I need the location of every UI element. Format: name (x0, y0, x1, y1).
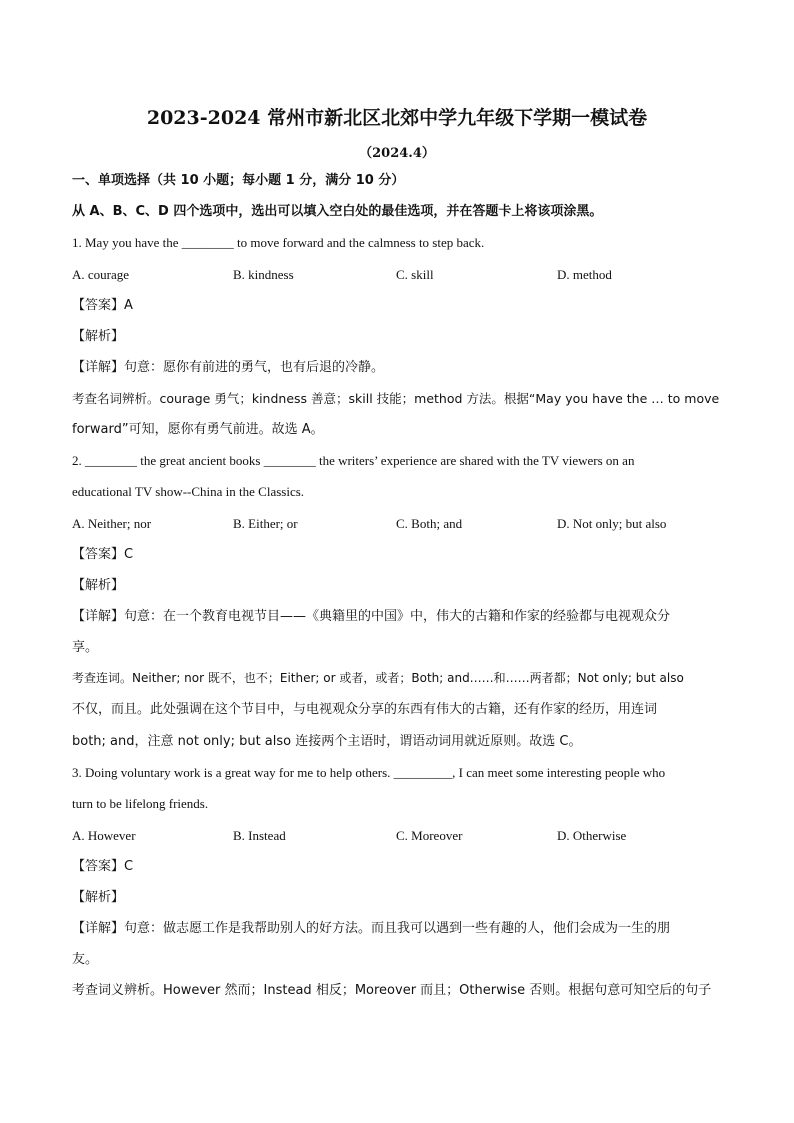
question-3-analysis-label: 【解析】 (72, 890, 125, 905)
question-3-option-d: D. Otherwise (557, 828, 627, 843)
question-3-detail-line: 考查词义辨析。However 然而；Instead 相反；Moreover 而且；Otherwise 否则。根据句意可知空后的句子 (72, 983, 712, 998)
question-2-detail-line: 享。 (72, 640, 99, 655)
question-3-stem: 3. Doing voluntary work is a great way for me to help others. _________, I can meet some interesting people who (72, 765, 666, 780)
question-2-answer: 【答案】C (72, 547, 134, 562)
question-2-detail-line: 考查连词。Neither; nor 既不，也不；Either; or 或者，或者；Both; and……和……两者都；Not only; but also (72, 671, 684, 685)
question-2-detail-line: both; and，注意 not only; but also 连接两个主语时，谓语动词用就近原则。故选 C。 (72, 734, 582, 749)
question-1-option-b: B. kindness (233, 267, 294, 282)
question-2-option-d: D. Not only; but also (557, 516, 667, 531)
question-3-detail-line: 【详解】句意：做志愿工作是我帮助别人的好方法。而且我可以遇到一些有趣的人，他们会成为一生的朋 (72, 921, 671, 936)
question-2-stem: educational TV show--China in the Classics. (72, 484, 305, 499)
question-1-analysis-label: 【解析】 (72, 329, 125, 344)
question-3-stem: turn to be lifelong friends. (72, 796, 209, 811)
question-2-option-c: C. Both; and (396, 516, 463, 531)
question-2-detail-line: 【详解】句意：在一个教育电视节目——《典籍里的中国》中，伟大的古籍和作家的经验都与电视观众分 (72, 609, 671, 624)
section-heading: 一、单项选择（共 10 小题；每小题 1 分，满分 10 分） (72, 173, 405, 188)
question-3-detail-line: 友。 (72, 952, 99, 967)
question-3-option-a: A. However (72, 828, 136, 843)
question-1-stem: 1. May you have the ________ to move forward and the calmness to step back. (72, 235, 485, 250)
question-2-analysis-label: 【解析】 (72, 578, 125, 593)
page-title: 2023-2024 常州市新北区北郊中学九年级下学期一模试卷 (146, 107, 648, 129)
question-2-option-b: B. Either; or (233, 516, 298, 531)
question-1-option-c: C. skill (396, 267, 434, 282)
question-1-detail-line: 【详解】句意：愿你有前进的勇气，也有后退的冷静。 (72, 360, 385, 375)
section-instruction: 从 A、B、C、D 四个选项中，选出可以填入空白处的最佳选项，并在答题卡上将该项涂黑。 (72, 204, 603, 219)
question-2-detail-line: 不仅，而且。此处强调在这个节目中，与电视观众分享的东西有伟大的古籍，还有作家的经历，用连词 (72, 702, 658, 717)
question-1-option-d: D. method (557, 267, 612, 282)
question-2-stem: 2. ________ the great ancient books ________ the writers’ experience are shared with the TV viewers on an (72, 453, 635, 468)
question-3-option-c: C. Moreover (396, 828, 463, 843)
question-1-detail-line: 考查名词辨析。courage 勇气；kindness 善意；skill 技能；method 方法。根据“May you have the … to move (72, 391, 720, 406)
question-1-option-a: A. courage (72, 267, 130, 282)
question-1-answer: 【答案】A (72, 298, 133, 313)
question-3-option-b: B. Instead (233, 828, 286, 843)
exam-date: （2024.4） (359, 146, 435, 161)
question-1-detail-line: forward”可知，愿你有勇气前进。故选 A。 (72, 422, 324, 437)
question-2-option-a: A. Neither; nor (72, 516, 152, 531)
question-3-answer: 【答案】C (72, 859, 134, 874)
